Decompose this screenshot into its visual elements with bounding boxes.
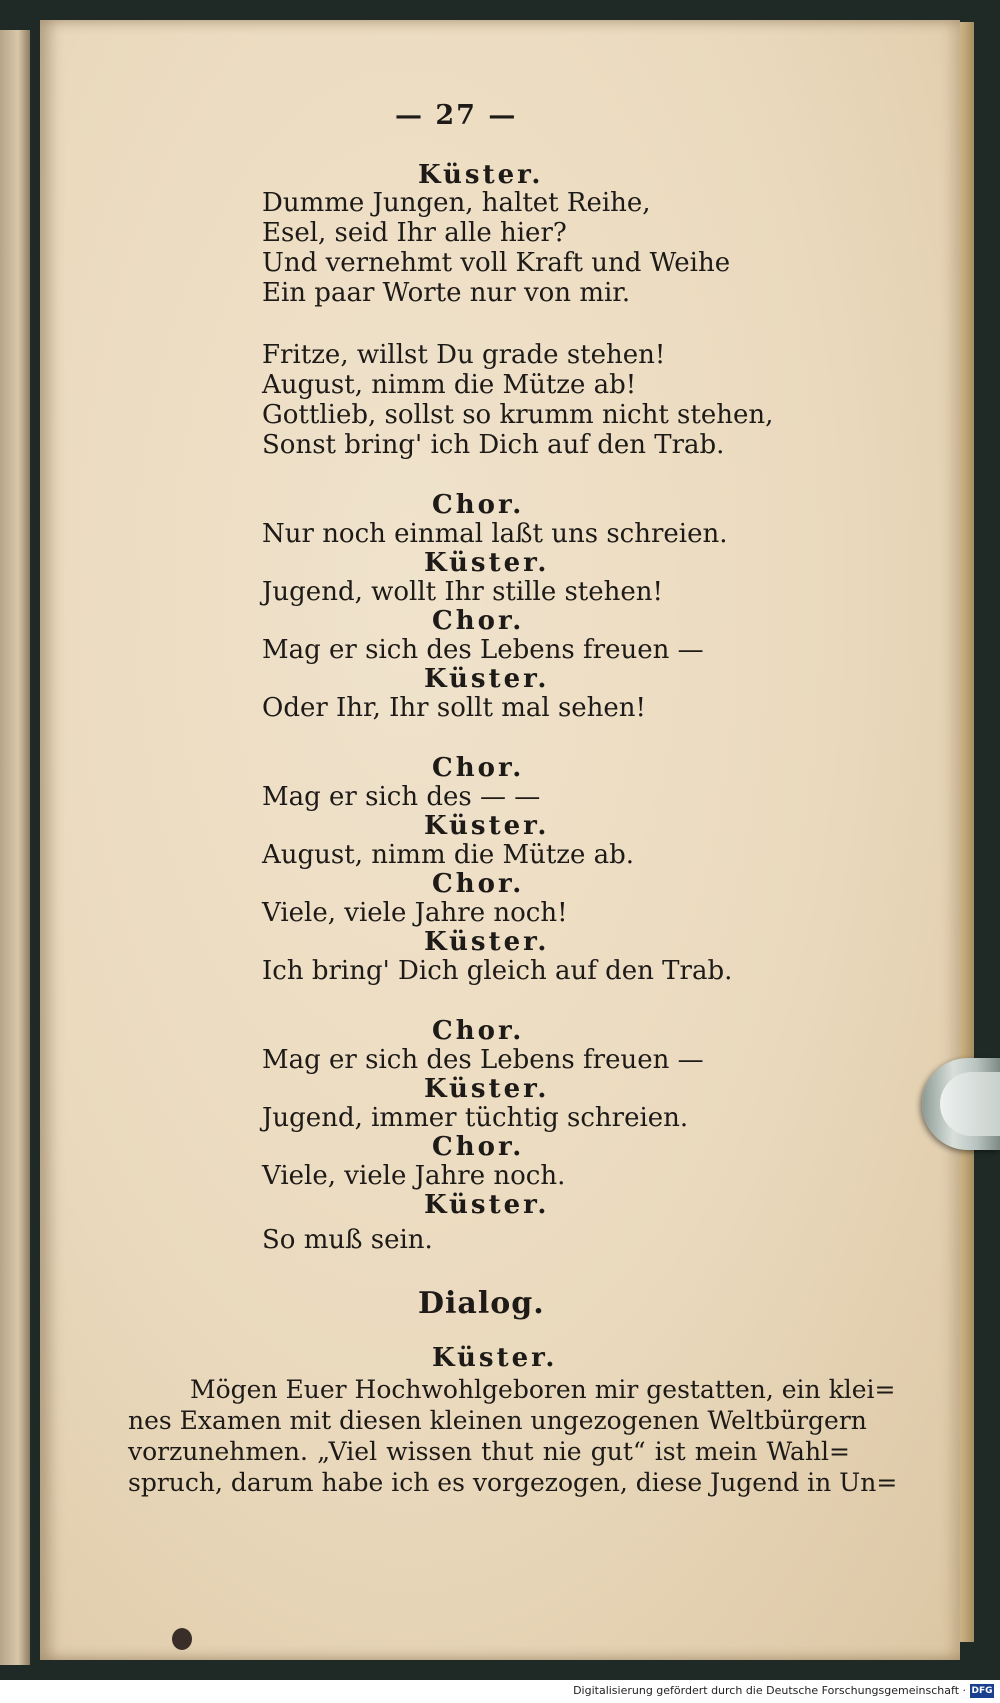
speaker-label: Chor. [432, 869, 525, 899]
speaker-label: Küster. [424, 1074, 550, 1104]
verse-line: Oder Ihr, Ihr sollt mal sehen! [262, 693, 646, 723]
speaker-label: Küster. [432, 1343, 558, 1373]
verse-line: Dumme Jungen, haltet Reihe, [262, 188, 651, 218]
prose-line: vorzunehmen. „Viel wissen thut nie gut“ ist mein Wahl= [128, 1437, 850, 1466]
prose-line: Mögen Euer Hochwohlgeboren mir gestatten, ein klei= [190, 1375, 896, 1404]
verse-line: Mag er sich des Lebens freuen — [262, 1045, 704, 1075]
speaker-label: Chor. [432, 606, 525, 636]
speaker-label: Chor. [432, 1132, 525, 1162]
ink-blot [172, 1628, 192, 1650]
verse-line: Sonst bring' ich Dich auf den Trab. [262, 430, 725, 460]
speaker-label: Küster. [424, 548, 550, 578]
speaker-label: Küster. [424, 664, 550, 694]
verse-line: Gottlieb, sollst so krumm nicht stehen, [262, 400, 774, 430]
speaker-label: Küster. [418, 160, 544, 190]
verse-line: Ein paar Worte nur von mir. [262, 278, 631, 308]
verse-line: Fritze, willst Du grade stehen! [262, 340, 666, 370]
funding-notice: Digitalisierung gefördert durch die Deutsche Forschungsgemeinschaft · [573, 1684, 966, 1697]
speaker-label: Chor. [432, 753, 525, 783]
dfg-logo: DFG [971, 1686, 993, 1696]
prose-line: nes Examen mit diesen kleinen ungezogenen Weltbürgern [128, 1406, 867, 1435]
verse-line: Esel, seid Ihr alle hier? [262, 218, 567, 248]
speaker-label: Küster. [424, 811, 550, 841]
verse-line: Mag er sich des — — [262, 782, 541, 812]
facing-page-edge [0, 30, 30, 1665]
page-number: — 27 — [395, 100, 518, 131]
verse-line: August, nimm die Mütze ab! [262, 370, 637, 400]
verse-line: Viele, viele Jahre noch. [262, 1161, 566, 1191]
speaker-label: Küster. [424, 1190, 550, 1220]
verse-line: Ich bring' Dich gleich auf den Trab. [262, 956, 733, 986]
verse-line: Jugend, wollt Ihr stille stehen! [262, 577, 663, 607]
verse-line: August, nimm die Mütze ab. [262, 840, 635, 870]
verse-line: Jugend, immer tüchtig schreien. [262, 1103, 689, 1133]
speaker-label: Chor. [432, 490, 525, 520]
page-clip-highlight [940, 1072, 1000, 1136]
speaker-label: Küster. [424, 927, 550, 957]
verse-line: So muß sein. [262, 1225, 433, 1255]
prose-line: spruch, darum habe ich es vorgezogen, diese Jugend in Un= [128, 1468, 898, 1497]
verse-line: Und vernehmt voll Kraft und Weihe [262, 248, 731, 278]
section-heading: Dialog. [418, 1286, 545, 1321]
verse-line: Nur noch einmal laßt uns schreien. [262, 519, 728, 549]
speaker-label: Chor. [432, 1016, 525, 1046]
verse-line: Mag er sich des Lebens freuen — [262, 635, 704, 665]
verse-line: Viele, viele Jahre noch! [262, 898, 568, 928]
